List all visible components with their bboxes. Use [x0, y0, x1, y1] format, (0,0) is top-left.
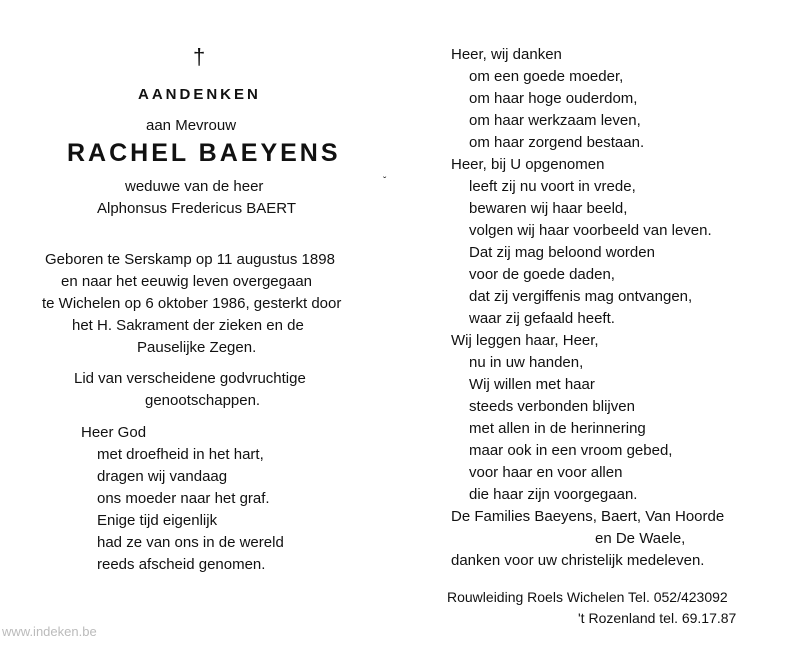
poem-line: Wij leggen haar, Heer,	[451, 332, 599, 349]
heading: AANDENKEN	[138, 86, 261, 103]
undertaker-line-2: 't Rozenland tel. 69.17.87	[578, 610, 737, 626]
undertaker-line-1: Rouwleiding Roels Wichelen Tel. 052/423092	[447, 589, 728, 605]
poem-line: om haar hoge ouderdom,	[469, 90, 638, 107]
member-line-1: Lid van verscheidene godvruchtige	[74, 370, 306, 387]
poem-line: maar ook in een vroom gebed,	[469, 442, 673, 459]
poem-line: waar zij gefaald heeft.	[469, 310, 615, 327]
poem-line: om haar werkzaam leven,	[469, 112, 641, 129]
poem-line: met allen in de herinnering	[469, 420, 646, 437]
poem-line: steeds verbonden blijven	[469, 398, 635, 415]
poem-line: die haar zijn voorgegaan.	[469, 486, 638, 503]
prayer-line-6: reeds afscheid genomen.	[97, 556, 266, 573]
poem-line: voor haar en voor allen	[469, 464, 623, 481]
deceased-name: RACHEL BAEYENS	[67, 139, 341, 167]
prayer-line-4: Enige tijd eigenlijk	[97, 512, 218, 529]
poem-line: volgen wij haar voorbeeld van leven.	[469, 222, 712, 239]
poem-line: Dat zij mag beloond worden	[469, 244, 655, 261]
poem-line: Heer, wij danken	[451, 46, 562, 63]
prayer-line-3: ons moeder naar het graf.	[97, 490, 270, 507]
prayer-line-2: dragen wij vandaag	[97, 468, 228, 485]
prayer-line-5: had ze van ons in de wereld	[97, 534, 284, 551]
birth-line-3: te Wichelen op 6 oktober 1986, gesterkt door	[42, 295, 342, 312]
cross-icon: †	[193, 44, 206, 69]
families-line-1: De Families Baeyens, Baert, Van Hoorde	[451, 508, 725, 525]
poem-line: om haar zorgend bestaan.	[469, 134, 645, 151]
birth-line-4: het H. Sakrament der zieken en de	[72, 317, 304, 334]
speck-mark: ˇ	[383, 176, 387, 187]
poem-line: om een goede moeder,	[469, 68, 624, 85]
prayer-title: Heer God	[81, 424, 147, 441]
poem-line: Wij willen met haar	[469, 376, 595, 393]
member-line-2: genootschappen.	[145, 392, 261, 409]
watermark: www.indeken.be	[2, 624, 97, 639]
addressee-line: aan Mevrouw	[146, 117, 237, 134]
poem-line: dat zij vergiffenis mag ontvangen,	[469, 288, 693, 305]
poem-line: nu in uw handen,	[469, 354, 584, 371]
birth-line-5: Pauselijke Zegen.	[137, 339, 257, 356]
widow-line: weduwe van de heer	[125, 178, 264, 195]
birth-line-1: Geboren te Serskamp op 11 augustus 1898	[45, 251, 335, 268]
prayer-line-1: met droefheid in het hart,	[97, 446, 264, 463]
families-line-3: danken voor uw christelijk medeleven.	[451, 552, 705, 569]
poem-line: voor de goede daden,	[469, 266, 615, 283]
families-line-2: en De Waele,	[595, 530, 686, 547]
poem-line: Heer, bij U opgenomen	[451, 156, 605, 173]
poem-line: bewaren wij haar beeld,	[469, 200, 628, 217]
birth-line-2: en naar het eeuwig leven overgegaan	[61, 273, 313, 290]
poem-line: leeft zij nu voort in vrede,	[469, 178, 636, 195]
husband-name: Alphonsus Fredericus BAERT	[97, 200, 296, 217]
